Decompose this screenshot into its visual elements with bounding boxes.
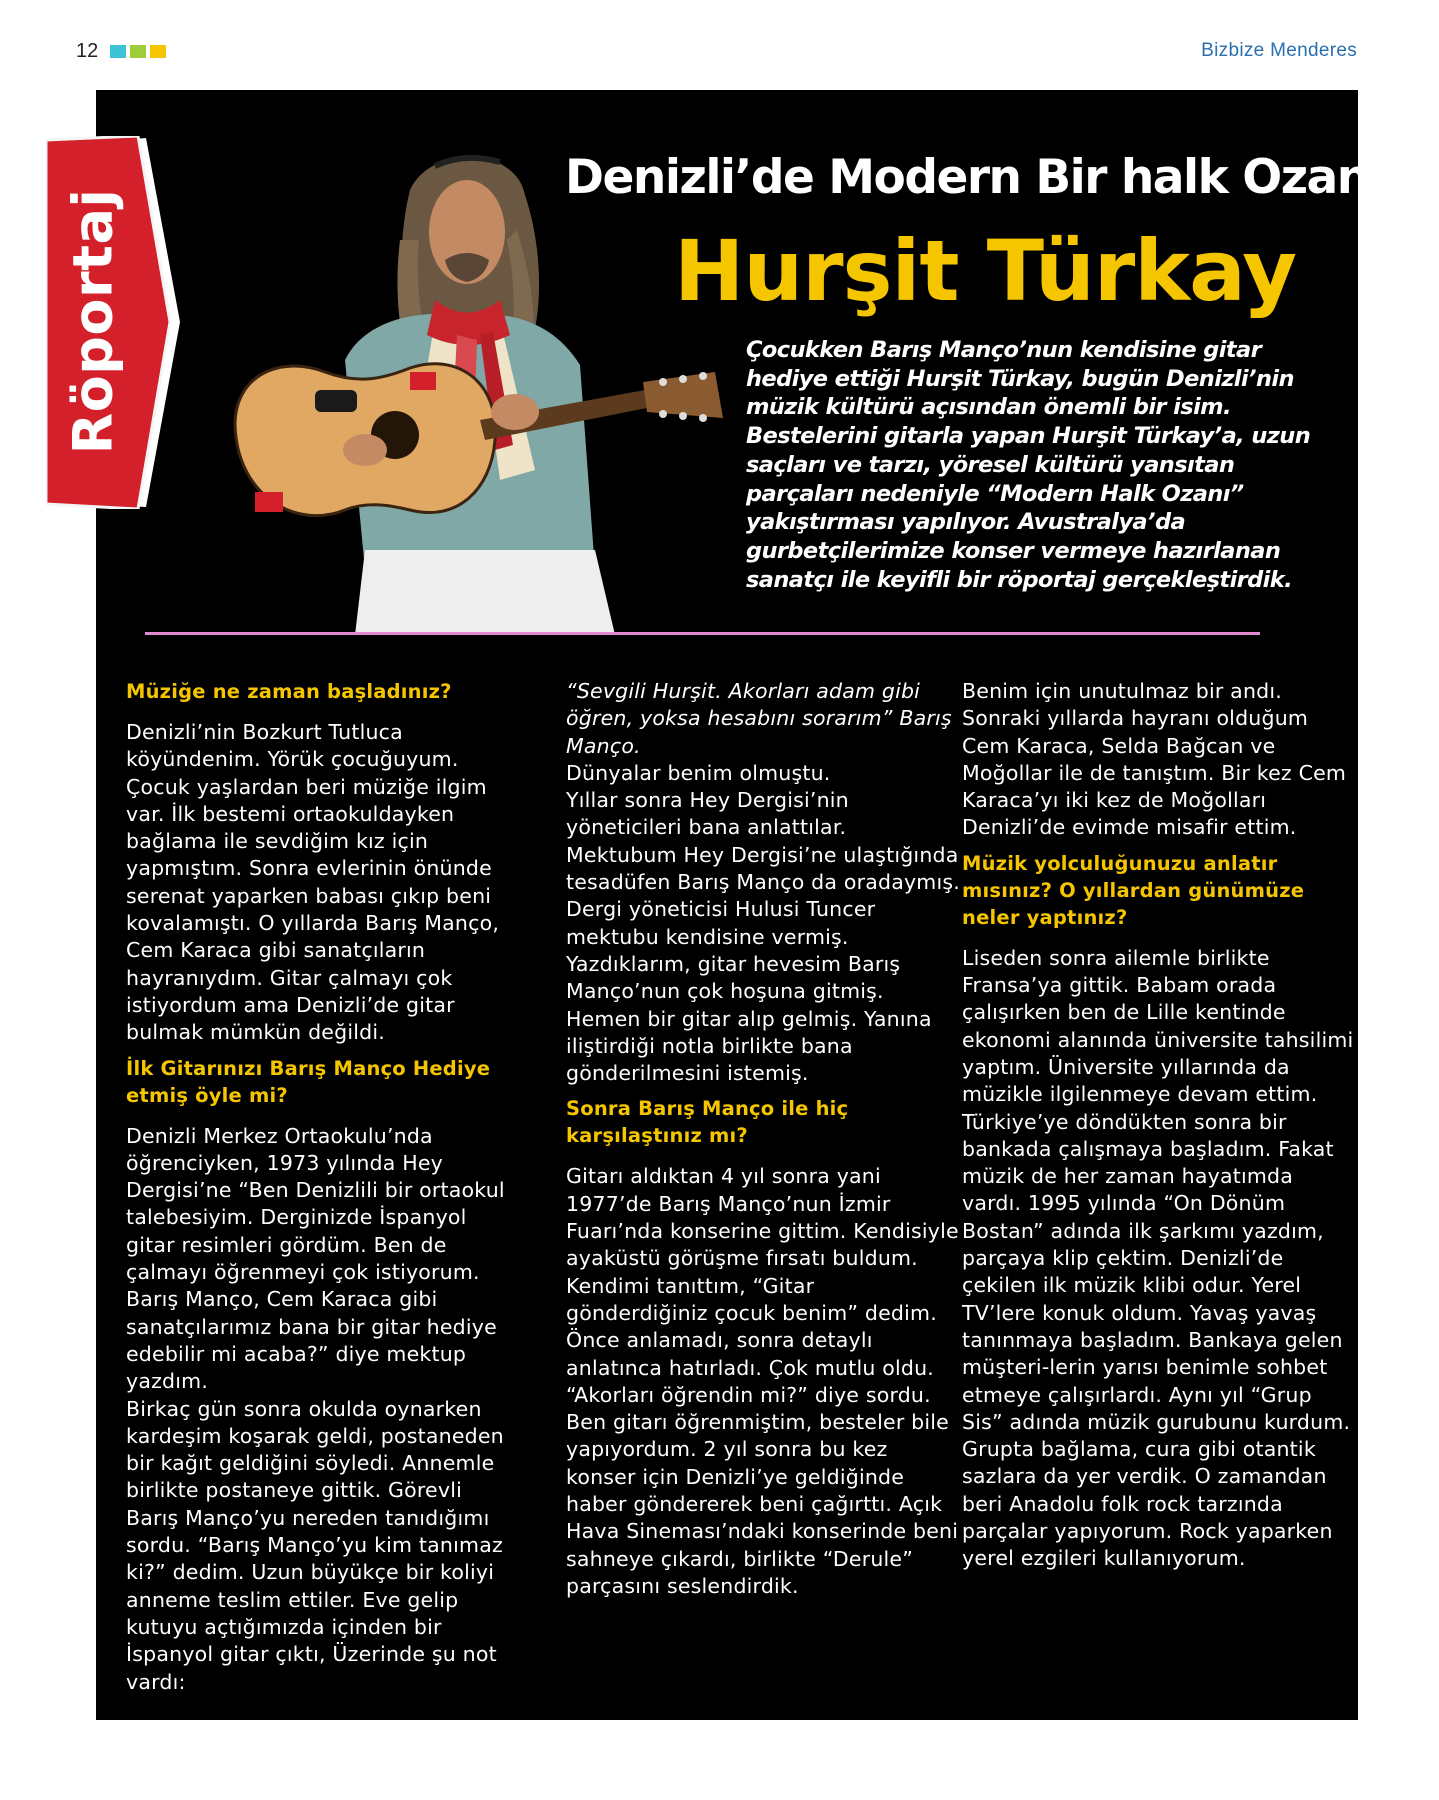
answer-paragraph: Yıllar sonra Hey Dergisi’nin yöneticileri bana anlattılar. Mektubum Hey Dergisi’ne ulaştığında tesadüfen Barış Manço da oradaymış. Dergi yöneticisi Hulusi Tuncer mektubu kendisine vermiş. Yazdıklarım, gitar hevesim Barış Manço’nun çok hoşuna gitmiş. Hemen bir gitar alıp gelmiş. Yanına iliştirdiği notla birlikte bana gönderilmesini istemiş. [566, 788, 960, 1086]
square-yellow [150, 45, 166, 58]
column-2 [566, 678, 961, 1608]
question-heading: Müzik yolculuğunuzu anlatır mısınız? O yıllardan günümüze neler yaptınız? [962, 851, 1305, 929]
question-heading: İlk Gitarınızı Barış Manço Hediye etmiş öyle mi? [126, 1056, 491, 1107]
answer-paragraph: Liseden sonra ailemle birlikte Fransa’ya gittik. Babam orada çalışırken ben de Lille kentinde ekonomi alanında üniversite tahsilimi yaptım. Üniversite yıllarında da müzikle ilgilenmeye devam ettim. Türkiye’ye döndükten sonra bir bankada çalışmaya başladım. Fakat müzik de her zaman hayatımda vardı. 1995 yılında “On Dönüm Bostan” adında ilk şarkımı yazdım, parçaya klip çektim. Denizli’de çekilen ilk müzik klibi odur. Yerel TV’lere konuk oldum. Yavaş yavaş tanınmaya başladım. Bankaya gelen müşteri-lerin yarısı benimle sohbet etmeye çalışırlardı. Aynı yıl “Grup Sis” adında müzik gurubunu kurdum. Grupta bağlama, cura gibi otantik sazlara da yer verdik. O zamandan beri Anadolu folk rock tarzında parçalar yapıyorum. Rock yaparken yerel ezgileri kullanıyorum. [962, 945, 1354, 1571]
quote-note: “Sevgili Hurşit. Akorları adam gibi öğren, yoksa hesabını sorarım” Barış Manço. [566, 679, 952, 758]
answer-paragraph: Denizli’nin Bozkurt Tutluca köyündenim. Yörük çocuğuyum. Çocuk yaşlardan beri müziğe ilgim var. İlk bestemi ortaokuldayken bağlama ile sevdiğim kız için yapmıştım. Sonra evlerinin önünde serenat yaparken babası çıkıp beni kovalamıştı. O yıllarda Barış Manço, Cem Karaca gibi sanatçıların hayranıydım. Gitar çalmayı çok istiyordum ama Denizli’de gitar bulmak mümkün değildi. [126, 720, 500, 1045]
question-heading: Sonra Barış Manço ile hiç karşılaştınız mı? [566, 1097, 849, 1148]
square-green [130, 45, 146, 58]
color-squares [110, 45, 166, 58]
magazine-name: Bizbize Menderes [1201, 40, 1357, 61]
article-intro: Çocukken Barış Manço’nun kendisine gitar hediye ettiği Hurşit Türkay, bugün Denizli’nin müzik kültürü açısından önemli bir isim. Bestelerini gitarla yapan Hurşit Türkay’a, uzun saçları ve tarzı, yöresel kültürü yansıtan parçaları nedeniyle “Modern Halk Ozanı” yakıştırması yapılıyor. Avustralya’da gurbetçilerimize konser vermeye hazırlanan sanatçı ile keyifli bir röportaj gerçekleştirdik. [746, 337, 1311, 593]
square-cyan [110, 45, 126, 58]
answer-paragraph: Gitarı aldıktan 4 yıl sonra yani 1977’de Barış Manço’nun İzmir Fuarı’nda konserine gittim. Kendisiyle ayaküstü görüşme fırsatı buldum. Kendimi tanıttım, “Gitar gönderdiğiniz çocuk benim” dedim. Önce anlamadı, sonra detaylı anlatınca hatırladı. Çok mutlu oldu. “Akorları öğrendin mi?” diye sordu. Ben gitarı öğrenmiştim, besteler bile yapıyordum. 2 yıl sonra bu kez konser için Denizli’ye geldiğinde haber göndererek beni çağırttı. Açık Hava Sineması’ndaki konserinde beni sahneye çıkardı, birlikte “Derule” parçasını seslendirdik. [566, 1164, 959, 1598]
page-number: 12 [76, 40, 99, 62]
article-name-title: Hurşit Türkay [674, 222, 1296, 320]
section-tab-label: Röportaj [61, 188, 125, 454]
answer-paragraph: Denizli’de evimde misafir ettim. [962, 815, 1297, 840]
column-1 [126, 678, 521, 1696]
answer-paragraph: Benim için unutulmaz bir andı. Sonraki yıllarda hayranı olduğum Cem Karaca, Selda Bağcan ve Moğollar ile de tanıştım. Bir kez Cem Karaca’yı iki kez de Moğolları [962, 679, 1347, 813]
question-heading: Müziğe ne zaman başladınız? [126, 680, 452, 703]
divider-rule [145, 632, 1260, 635]
answer-paragraph: Denizli Merkez Ortaokulu’nda öğrenciyken, 1973 yılında Hey Dergisi’ne “Ben Denizlili bir ortaokul talebesiyim. Derginizde İspanyol gitar resimleri gördüm. Ben de çalmayı öğrenmeyi çok istiyorum. Barış Manço, Cem Karaca gibi sanatçılarımız bana bir gitar hediye edebilir mi acaba?” diye mektup yazdım. [126, 1123, 505, 1394]
answer-paragraph: Birkaç gün sonra okulda oynarken kardeşim koşarak geldi, postaneden bir kağıt geldiğini söyledi. Annemle birlikte postaneye gittik. Görevli Barış Manço’yu nereden tanıdığımı sordu. “Barış Manço’yu kim tanımaz ki?” dedim. Uzun büyükçe bir koliyi anneme teslim ettiler. Eve gelip kutuyu açtığımızda içinden bir İspanyol gitar çıktı, Üzerinde şu not vardı: [126, 1396, 504, 1694]
article-title: Denizli’de Modern Bir halk Ozanı; [565, 150, 1401, 205]
answer-paragraph: Dünyalar benim olmuştu. [566, 760, 831, 785]
column-3 [962, 678, 1357, 1581]
